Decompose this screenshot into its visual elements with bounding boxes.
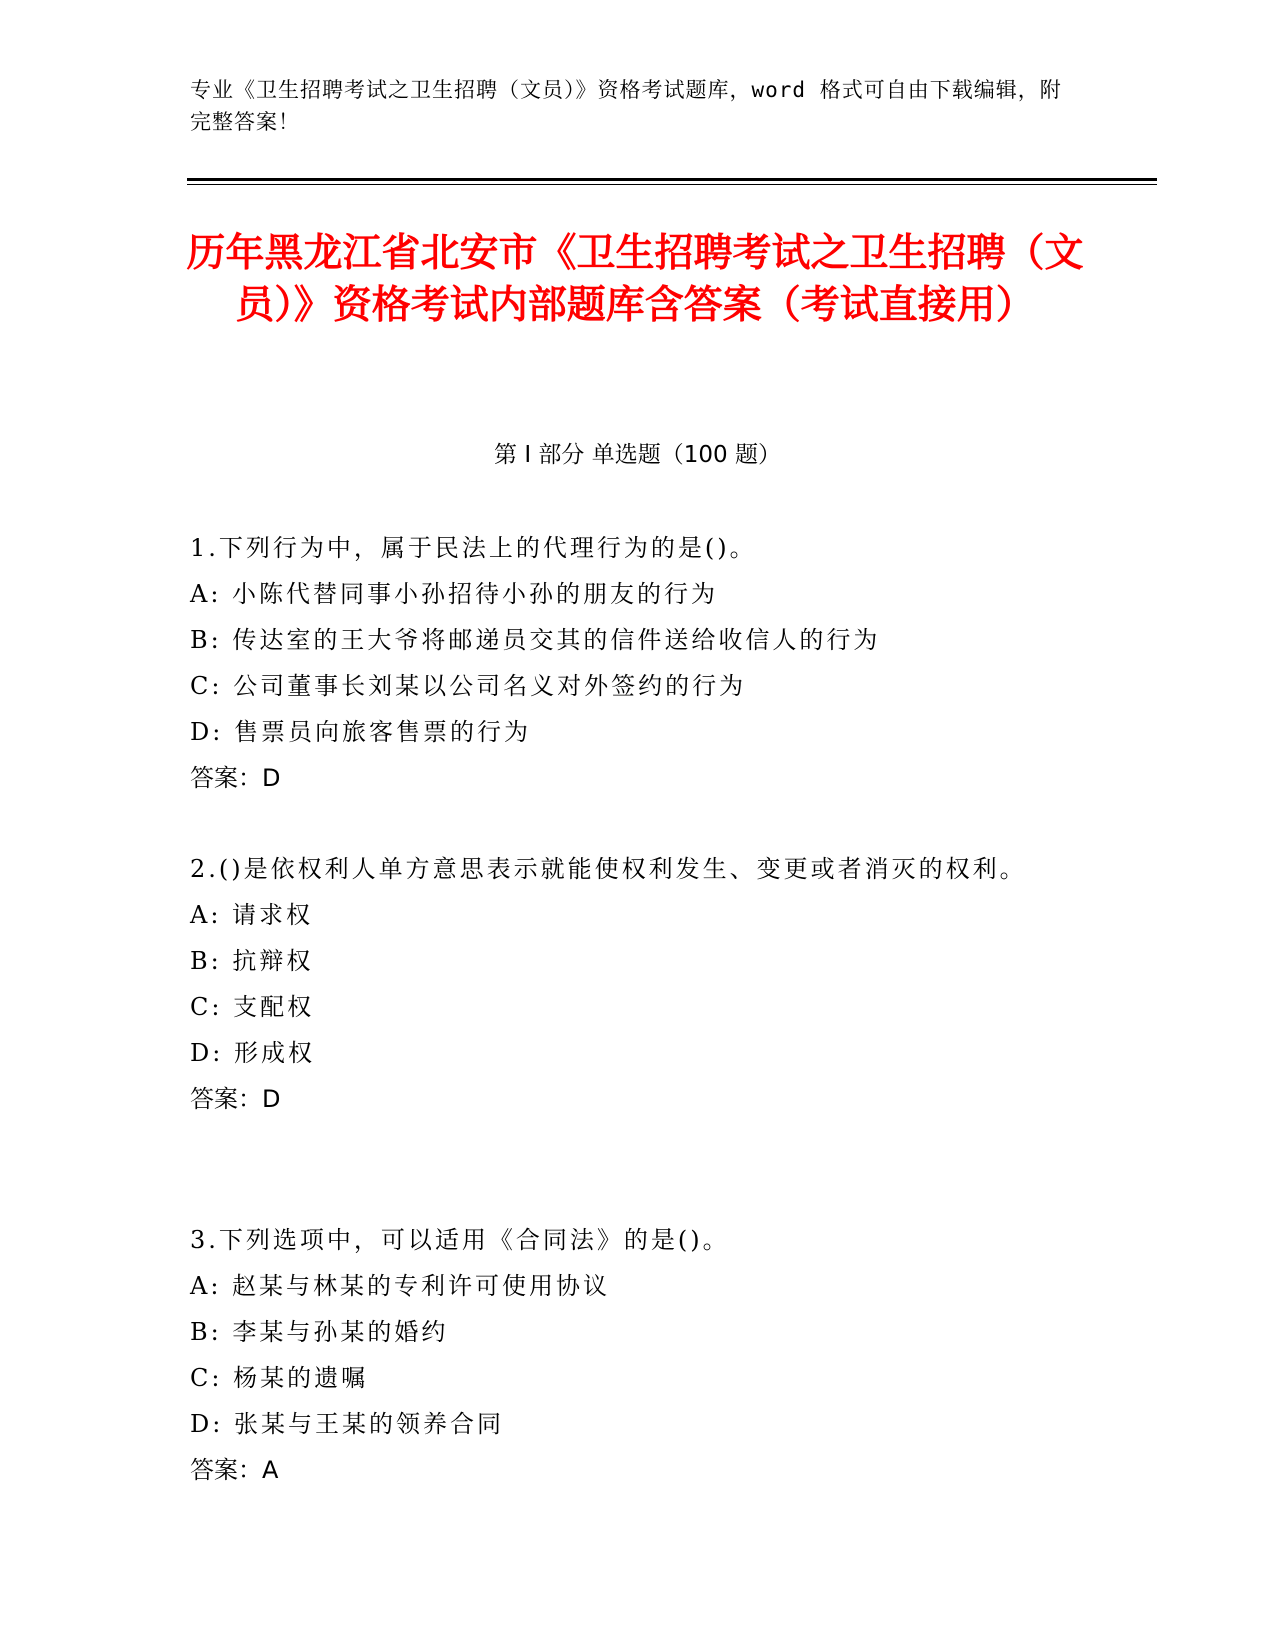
answer: 答案：D [190, 1085, 281, 1113]
question-stem: 1.下列行为中，属于民法上的代理行为的是()。 [190, 534, 757, 562]
section-heading: 第 I 部分 单选题（100 题） [494, 442, 781, 468]
document-title: 历年黑龙江省北安市《卫生招聘考试之卫生招聘（文员）》资格考试内部题库含答案（考试直接用） [186, 231, 1084, 328]
option-a: A: 小陈代替同事小孙招待小孙的朋友的行为 [190, 580, 719, 608]
option-d: D: 张某与王某的领养合同 [190, 1410, 504, 1438]
answer: 答案：A [190, 1456, 279, 1484]
question-2 [190, 846, 1070, 1122]
option-b: B: 传达室的王大爷将邮递员交其的信件送给收信人的行为 [190, 626, 881, 654]
option-b: B: 李某与孙某的婚约 [190, 1318, 449, 1346]
option-c: C: 公司董事长刘某以公司名义对外签约的行为 [190, 672, 747, 700]
option-c: C: 支配权 [190, 993, 315, 1021]
question-1 [190, 525, 1070, 801]
option-d: D: 形成权 [190, 1039, 315, 1067]
header-divider-thin [187, 184, 1157, 185]
header-divider-thick [187, 178, 1157, 181]
option-a: A: 赵某与林某的专利许可使用协议 [190, 1272, 611, 1300]
question-stem: 2.()是依权利人单方意思表示就能使权利发生、变更或者消灭的权利。 [190, 855, 1027, 883]
answer: 答案：D [190, 764, 281, 792]
question-stem: 3.下列选项中，可以适用《合同法》的是()。 [190, 1226, 730, 1254]
option-d: D: 售票员向旅客售票的行为 [190, 718, 531, 746]
option-b: B: 抗辩权 [190, 947, 314, 975]
option-c: C: 杨某的遗嘱 [190, 1364, 369, 1392]
question-3 [190, 1217, 1070, 1493]
option-a: A: 请求权 [190, 901, 314, 929]
header-note: 专业《卫生招聘考试之卫生招聘（文员）》资格考试题库，word 格式可自由下载编辑，附完整答案！ [190, 78, 1062, 134]
